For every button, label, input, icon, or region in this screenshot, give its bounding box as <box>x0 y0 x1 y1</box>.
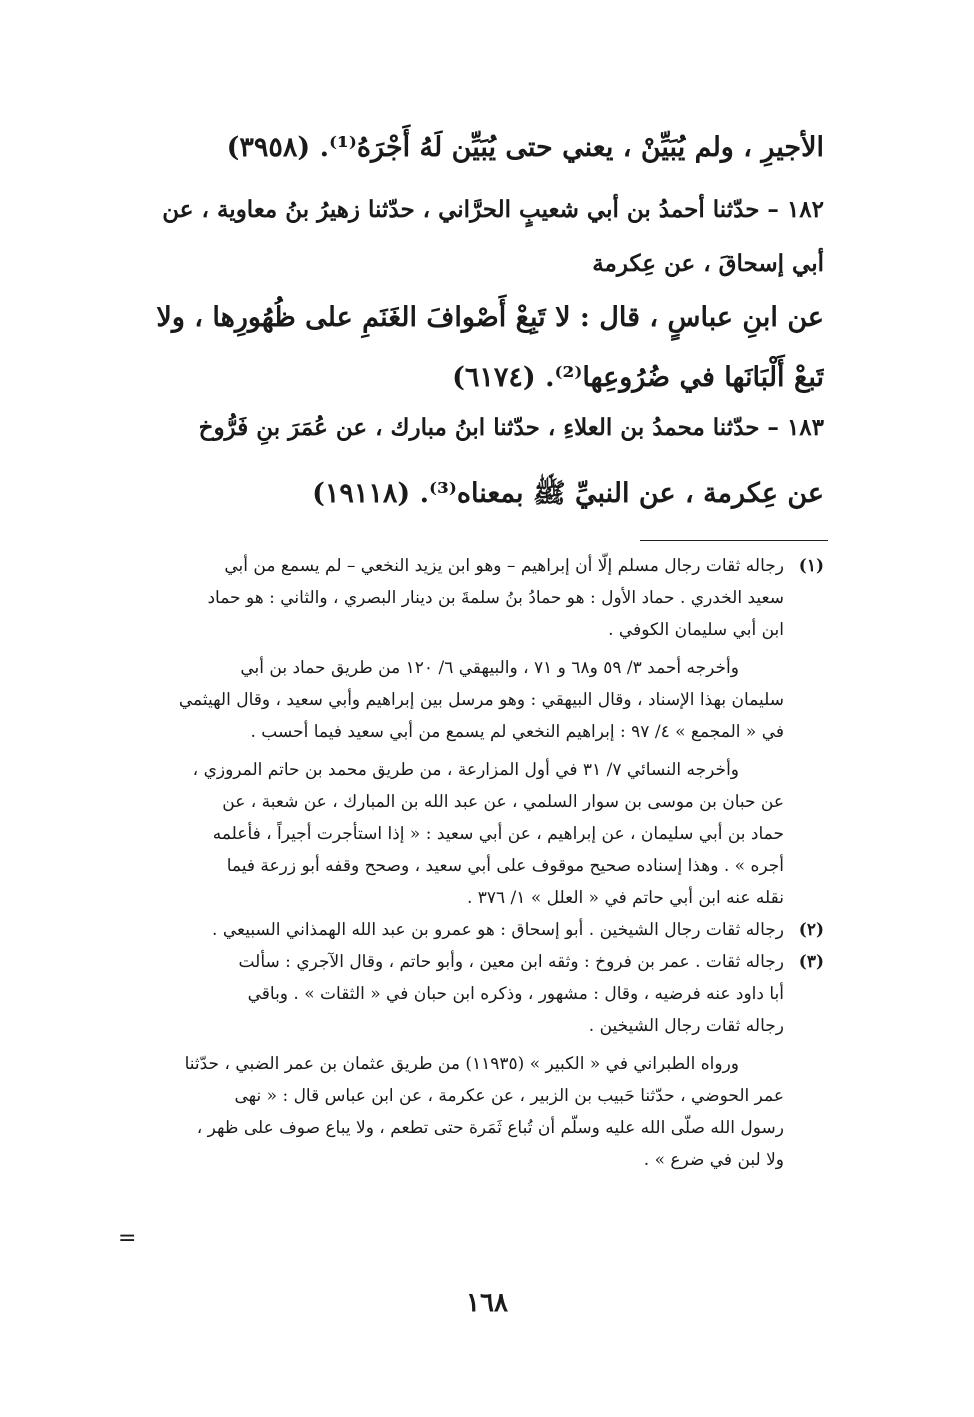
footnote-line: رجاله ثقات رجال الشيخين . <box>588 1016 784 1036</box>
page-number: ١٦٨ <box>466 1288 508 1318</box>
isnad-line: ١٨٢ – حدّثنا أحمدُ بن أبي شعيبٍ الحرَّاني ، حدّثنا زهيرُ بنُ معاوية ، عن <box>162 196 824 223</box>
footnote-line: ورواه الطبراني في « الكبير » (١١٩٣٥) من طريق عثمان بن عمر الضبي ، حدّثنا <box>184 1054 739 1074</box>
footnote-number: (١) <box>798 556 824 576</box>
isnad-line: أبي إسحاقَ ، عن عِكرمة <box>592 250 824 277</box>
footnote-1 <box>119 550 824 914</box>
footnote-line: حماد بن أبي سليمان ، عن إبراهيم ، عن أبي سعيد : « إذا استأجرت أجيراً ، فأعلمه <box>212 824 784 844</box>
matn-line: عن ابنِ عباسٍ ، قال : لا تَبِعْ أَصْوافَ الغَنَمِ على ظُهُورِها ، ولا <box>156 302 824 333</box>
footnote-line: رجاله ثقات رجال مسلم إلّا أن إبراهيم – وهو ابن يزيد النخعي – لم يسمع من أبي <box>224 556 784 576</box>
footnote-number: (٣) <box>798 952 824 972</box>
footnote-line: سليمان بهذا الإسناد ، وقال البيهقي : وهو مرسل بين إبراهيم وأبي سعيد ، وقال الهيثمي <box>178 690 784 710</box>
hadith-181-end: الأجيرِ ، ولم يُبَيِّنْ ، يعني حتى يُبَيِّن لَهُ أَجْرَهُ⁽¹⁾. (٣٩٥٨) <box>226 132 824 163</box>
footnote-3 <box>119 946 824 1176</box>
footnote-line: وأخرجه النسائي ٧/ ٣١ في أول المزارعة ، من طريق محمد بن حاتم المروزي ، <box>192 760 739 780</box>
footnote-2 <box>119 914 824 946</box>
footnote-line: عمر الحوضي ، حدّثنا حَبيب بن الزبير ، عن عكرمة ، عن ابن عباس قال : « نهى <box>234 1086 784 1106</box>
footnote-line: رجاله ثقات . عمر بن فروخ : وثقه ابن معين ، وأبو حاتم ، وقال الآجري : سألت <box>238 952 784 972</box>
hadith-183 <box>134 398 824 524</box>
footnote-line: ابن أبي سليمان الكوفي . <box>608 620 784 640</box>
footnote-number: (٢) <box>798 920 824 940</box>
footnote-line: رسول الله صلّى الله عليه وسلّم أن تُباع ثَمَرة حتى تطعم ، ولا يباع صوف على ظهر ، <box>196 1118 784 1138</box>
continuation-mark: = <box>118 1226 137 1251</box>
hadith-182-isnad <box>134 180 824 288</box>
footnote-line: وأخرجه أحمد ٣/ ٥٩ و٦٨ و ٧١ ، والبيهقي ٦/ ١٢٠ من طريق حماد بن أبي <box>240 658 739 678</box>
footnote-line: عن حبان بن موسى بن سوار السلمي ، عن عبد الله بن المبارك ، عن شعبة ، عن <box>222 792 784 812</box>
footnote-line: ولا لبن في ضرع » . <box>643 1150 784 1170</box>
footnote-line: نقله عنه ابن أبي حاتم في « العلل » ١/ ٣٧٦ . <box>466 888 784 908</box>
footnote-line: أجره » . وهذا إسناده صحيح موقوف على أبي سعيد ، وصحح وقفه أبو زرعة فيما <box>226 856 784 876</box>
footnote-line: أبا داود عنه فرضيه ، وقال : مشهور ، وذكره ابن حبان في « الثقات » . وباقي <box>247 984 784 1004</box>
matn-line: تَبعْ أَلْبَانَها في ضُرُوعِها⁽²⁾. (٦١٧٤) <box>452 362 824 393</box>
footnote-separator <box>640 540 828 541</box>
matn-line: عن عِكرمة ، عن النبيِّ ﷺ بمعناه⁽³⁾. (١٩١١٨) <box>312 478 824 509</box>
main-text <box>134 118 824 178</box>
footnote-line: في « المجمع » ٤/ ٩٧ : إبراهيم النخعي لم يسمع من أبي سعيد فيما أحسب . <box>250 722 784 742</box>
footnotes <box>119 550 824 1176</box>
footnote-line: رجاله ثقات رجال الشيخين . أبو إسحاق : هو عمرو بن عبد الله الهمذاني السبيعي . <box>212 920 784 940</box>
hadith-182-matn <box>134 288 824 408</box>
footnote-line: سعيد الخدري . حماد الأول : هو حمادُ بنُ سلمةَ بن دينار البصري ، والثاني : هو حماد <box>207 588 784 608</box>
isnad-line: ١٨٣ – حدّثنا محمدُ بن العلاءِ ، حدّثنا ابنُ مبارك ، عن عُمَرَ بنِ فَرُّوخ <box>198 414 824 441</box>
